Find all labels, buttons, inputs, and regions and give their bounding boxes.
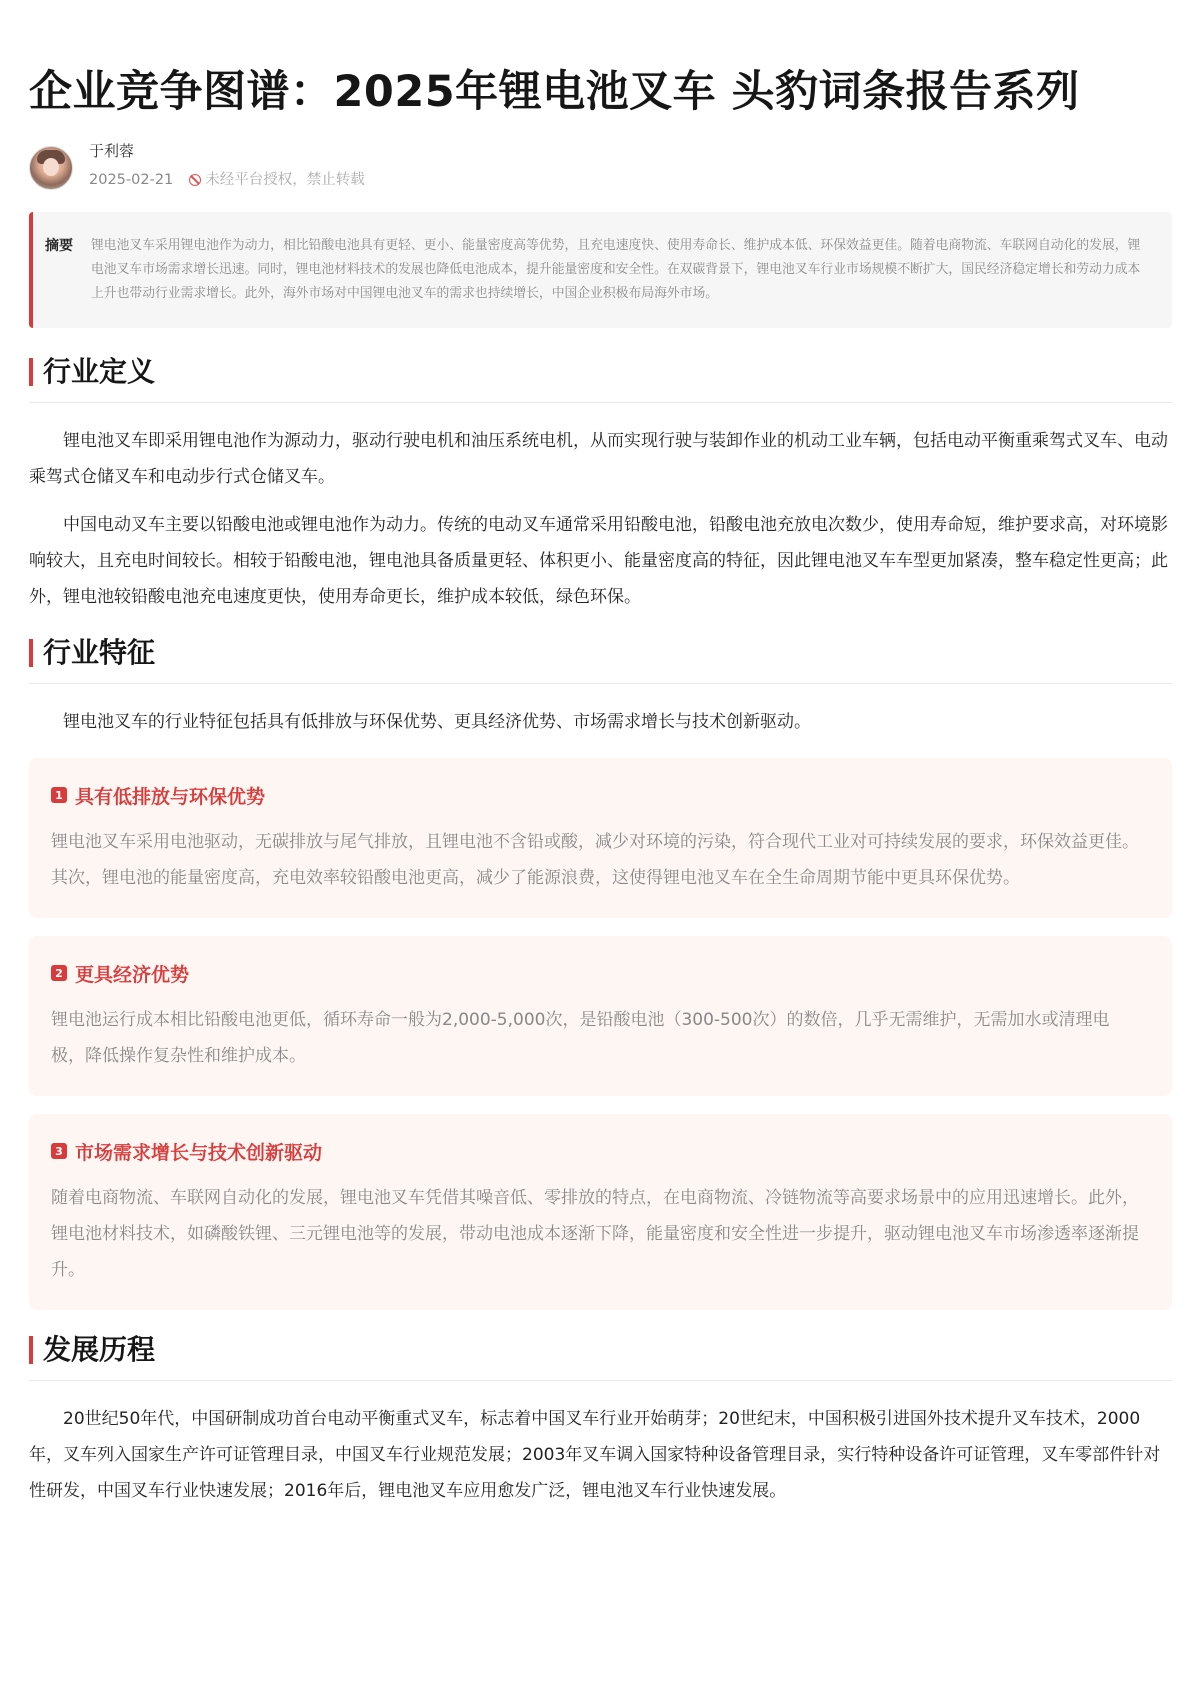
feature-body: 锂电池叉车采用电池驱动，无碳排放与尾气排放，且锂电池不含铅或酸，减少对环境的污染，符合现代工业对可持续发展的要求，环保效益更佳。其次，锂电池的能量密度高，充电效率较铅酸电池更高，减少了能源浪费，这使得锂电池叉车在全生命周期节能中更具环保优势。 <box>51 832 1139 888</box>
section-title: 行业特征 <box>43 636 156 669</box>
author-avatar[interactable] <box>29 146 73 190</box>
meta-line <box>89 170 365 190</box>
section-title: 行业定义 <box>43 355 156 388</box>
author-block <box>29 140 1172 202</box>
article-title: 企业竞争图谱：2025年锂电池叉车 头豹词条报告系列 <box>29 67 1080 117</box>
section-heading-definition <box>29 354 1172 403</box>
paragraph: 锂电池叉车的行业特征包括具有低排放与环保优势、更具经济优势、市场需求增长与技术创新驱动。 <box>63 712 811 732</box>
heading-accent-bar <box>29 1336 33 1364</box>
author-meta <box>89 140 365 190</box>
feature-card <box>29 758 1172 918</box>
heading-accent-bar <box>29 639 33 667</box>
publish-date: 2025-02-21 <box>89 172 174 188</box>
feature-card <box>29 1114 1172 1310</box>
number-badge: 2 <box>51 965 67 981</box>
feature-body: 随着电商物流、车联网自动化的发展，锂电池叉车凭借其噪音低、零排放的特点，在电商物流、冷链物流等高要求场景中的应用迅速增长。此外，锂电池材料技术，如磷酸铁锂、三元锂电池等的发展，带动电池成本逐渐下降，能量密度和安全性进一步提升，驱动锂电池叉车市场渗透率逐渐提升。 <box>51 1188 1139 1280</box>
paragraph: 锂电池叉车即采用锂电池作为源动力，驱动行驶电机和油压系统电机，从而实现行驶与装卸作业的机动工业车辆，包括电动平衡重乘驾式叉车、电动乘驾式仓储叉车和电动步行式仓储叉车。 <box>29 431 1168 487</box>
copyright-text: 未经平台授权，禁止转载 <box>205 172 365 188</box>
feature-body: 锂电池运行成本相比铅酸电池更低，循环寿命一般为2,000-5,000次，是铅酸电池（300-500次）的数倍，几乎无需维护，无需加水或清理电极，降低操作复杂性和维护成本。 <box>51 1010 1110 1066</box>
avatar-face-shape <box>43 158 59 176</box>
paragraph: 20世纪50年代，中国研制成功首台电动平衡重式叉车，标志着中国叉车行业开始萌芽；20世纪末，中国积极引进国外技术提升叉车技术，2000年，叉车列入国家生产许可证管理目录，中国叉车行业规范发展；2003年叉车调入国家特种设备管理目录，实行特种设备许可证管理，叉车零部件针对性研发，中国叉车行业快速发展；2016年后，锂电池叉车应用愈发广泛，锂电池叉车行业快速发展。 <box>29 1409 1161 1501</box>
feature-title: 市场需求增长与技术创新驱动 <box>75 1141 323 1164</box>
prohibited-icon <box>189 174 201 186</box>
number-badge: 3 <box>51 1143 67 1159</box>
feature-card-title <box>51 780 1142 810</box>
section-title: 发展历程 <box>43 1333 156 1366</box>
heading-accent-bar <box>29 358 33 386</box>
summary-label: 摘要 <box>45 238 73 254</box>
author-name[interactable]: 于利蓉 <box>89 142 135 160</box>
paragraph: 中国电动叉车主要以铅酸电池或锂电池作为动力。传统的电动叉车通常采用铅酸电池，铅酸电池充放电次数少，使用寿命短，维护要求高，对环境影响较大，且充电时间较长。相较于铅酸电池，锂电池具备质量更轻、体积更小、能量密度高的特征，因此锂电池叉车车型更加紧凑，整车稳定性更高；此外，锂电池较铅酸电池充电速度更快，使用寿命更长，维护成本较低，绿色环保。 <box>29 515 1168 607</box>
feature-card-title <box>51 1136 1142 1166</box>
feature-title: 具有低排放与环保优势 <box>75 785 266 808</box>
feature-card <box>29 936 1172 1096</box>
summary-box <box>29 212 1172 328</box>
copyright-notice <box>189 170 365 190</box>
number-badge: 1 <box>51 787 67 803</box>
section-heading-features <box>29 635 1172 684</box>
feature-title: 更具经济优势 <box>75 963 190 986</box>
feature-card-title <box>51 958 1142 988</box>
summary-text: 锂电池叉车采用锂电池作为动力，相比铅酸电池具有更轻、更小、能量密度高等优势，且充电速度快、使用寿命长、维护成本低、环保效益更佳。随着电商物流、车联网自动化的发展，锂电池叉车市场需求增长迅速。同时，锂电池材料技术的发展也降低电池成本，提升能量密度和安全性。在双碳背景下，锂电池叉车行业市场规模不断扩大，国民经济稳定增长和劳动力成本上升也带动行业需求增长。此外，海外市场对中国锂电池叉车的需求也持续增长，中国企业积极布局海外市场。 <box>91 238 1141 301</box>
section-heading-history <box>29 1332 1172 1381</box>
